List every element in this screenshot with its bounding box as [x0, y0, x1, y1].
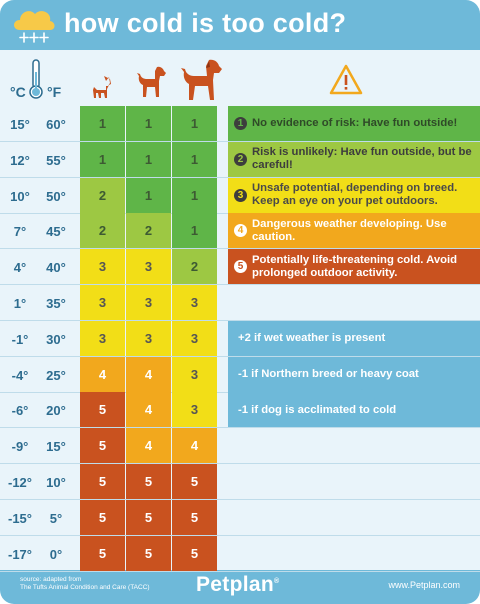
celsius-value: 7° [13, 224, 27, 240]
adjustment-note: -1 if dog is acclimated to cold [228, 392, 480, 427]
risk-cell-large: 3 [172, 285, 217, 320]
risk-cell-small: 3 [80, 285, 125, 320]
risk-cell-large: 1 [172, 213, 217, 248]
risk-cell-small: 3 [80, 249, 125, 284]
brand-logo [196, 573, 279, 597]
source-note [20, 576, 150, 592]
risk-cell-small: 1 [80, 142, 125, 177]
medium-dog-icon [135, 65, 167, 100]
risk-cell-medium: 5 [126, 464, 171, 499]
celsius-value: 1° [13, 296, 27, 311]
snow-cloud-icon [10, 4, 56, 44]
legend-number: 4 [234, 224, 247, 237]
risk-cell-small: 5 [80, 464, 125, 499]
celsius-value: -15° [8, 510, 32, 526]
celsius-value: -1° [11, 331, 29, 347]
legend-text: Unsafe potential, depending on breed. Keep an eye on your pet outdoors. [252, 182, 458, 208]
fahrenheit-value: 0° [49, 546, 63, 562]
risk-cell-medium: 3 [126, 249, 171, 284]
source-line-2: The Tufts Animal Condition and Care (TACC) [20, 584, 150, 591]
risk-cell-medium: 3 [126, 285, 171, 320]
celsius-value: -6° [11, 403, 29, 419]
risk-cell-large: 3 [172, 321, 217, 356]
risk-cell-small: 3 [80, 321, 125, 356]
risk-cell-small: 2 [80, 213, 125, 248]
legend-text: No evidence of risk: Have fun outside! [252, 117, 458, 129]
fahrenheit-value: 50° [46, 188, 66, 204]
risk-cell-small: 4 [80, 357, 125, 392]
risk-cell-small: 5 [80, 500, 125, 535]
small-dog-icon [90, 74, 114, 100]
risk-cell-small: 5 [80, 392, 125, 427]
fahrenheit-value: 30° [46, 331, 66, 347]
risk-cell-small: 2 [80, 178, 125, 213]
risk-cell-large: 1 [172, 178, 217, 213]
risk-cell-medium: 5 [126, 500, 171, 535]
celsius-value: 4° [13, 260, 27, 276]
legend-item-5 [228, 249, 480, 284]
fahrenheit-header: °F [47, 84, 62, 100]
celsius-value: 12° [10, 152, 30, 168]
legend-text: Dangerous weather developing. Use caution. [252, 217, 447, 243]
large-dog-icon [179, 58, 223, 102]
legend-number: 5 [234, 260, 247, 273]
fahrenheit-value: 15° [46, 439, 66, 455]
legend-item-2 [228, 142, 480, 177]
brand-mark: ® [273, 578, 280, 585]
adjustment-note: +2 if wet weather is present [228, 321, 480, 356]
risk-cell-medium: 3 [126, 321, 171, 356]
risk-cell-large: 5 [172, 500, 217, 535]
legend-item-4 [228, 213, 480, 248]
risk-cell-medium: 1 [126, 178, 171, 213]
adjustment-note: -1 if Northern breed or heavy coat [228, 357, 480, 392]
fahrenheit-value: 60° [46, 117, 66, 132]
risk-cell-small: 5 [80, 428, 125, 463]
row-divider [0, 535, 480, 536]
celsius-value: -12° [8, 475, 32, 490]
fahrenheit-value: 35° [46, 296, 66, 311]
header [0, 0, 480, 50]
risk-cell-large: 5 [172, 464, 217, 499]
risk-cell-medium: 4 [126, 357, 171, 392]
risk-cell-medium: 1 [126, 142, 171, 177]
celsius-value: 15° [10, 117, 30, 132]
row-divider [0, 284, 480, 285]
risk-cell-large: 2 [172, 249, 217, 284]
thermometer-icon [27, 58, 45, 100]
celsius-header: °C [10, 84, 26, 100]
celsius-value: -17° [8, 546, 32, 562]
celsius-value: 10° [10, 188, 30, 204]
fahrenheit-value: 10° [46, 475, 66, 490]
fahrenheit-value: 20° [46, 403, 66, 419]
fahrenheit-value: 40° [46, 260, 66, 276]
row-divider [0, 499, 480, 500]
risk-cell-large: 1 [172, 106, 217, 141]
fahrenheit-value: 25° [46, 367, 66, 383]
legend-item-1 [228, 106, 480, 141]
celsius-value: -9° [11, 439, 29, 455]
source-line-1: source: adapted from [20, 576, 82, 583]
footer [0, 570, 480, 604]
risk-cell-large: 3 [172, 392, 217, 427]
legend-text: Potentially life-threatening cold. Avoid prolonged outdoor activity. [252, 253, 458, 279]
risk-cell-medium: 4 [126, 428, 171, 463]
risk-cell-large: 4 [172, 428, 217, 463]
row-divider [0, 427, 480, 428]
fahrenheit-value: 5° [49, 510, 63, 526]
brand-name: Petplan [196, 573, 274, 596]
risk-cell-small: 5 [80, 536, 125, 571]
risk-cell-medium: 1 [126, 106, 171, 141]
legend-number: 1 [234, 117, 247, 130]
warning-triangle-icon [329, 64, 363, 95]
risk-cell-medium: 5 [126, 536, 171, 571]
fahrenheit-value: 45° [46, 224, 66, 240]
risk-cell-large: 5 [172, 536, 217, 571]
page-title: how cold is too cold? [64, 8, 347, 38]
risk-cell-medium: 4 [126, 392, 171, 427]
legend-text: Risk is unlikely: Have fun outside, but be careful! [252, 146, 472, 172]
risk-cell-large: 3 [172, 357, 217, 392]
risk-cell-medium: 2 [126, 213, 171, 248]
legend-number: 2 [234, 153, 247, 166]
risk-cell-small: 1 [80, 106, 125, 141]
website-link[interactable]: www.Petplan.com [388, 580, 460, 590]
legend-number: 3 [234, 189, 247, 202]
legend-item-3 [228, 178, 480, 213]
chart-panel [0, 50, 480, 570]
risk-cell-large: 1 [172, 142, 217, 177]
fahrenheit-value: 55° [46, 152, 66, 168]
celsius-value: -4° [11, 367, 29, 383]
row-divider [0, 463, 480, 464]
